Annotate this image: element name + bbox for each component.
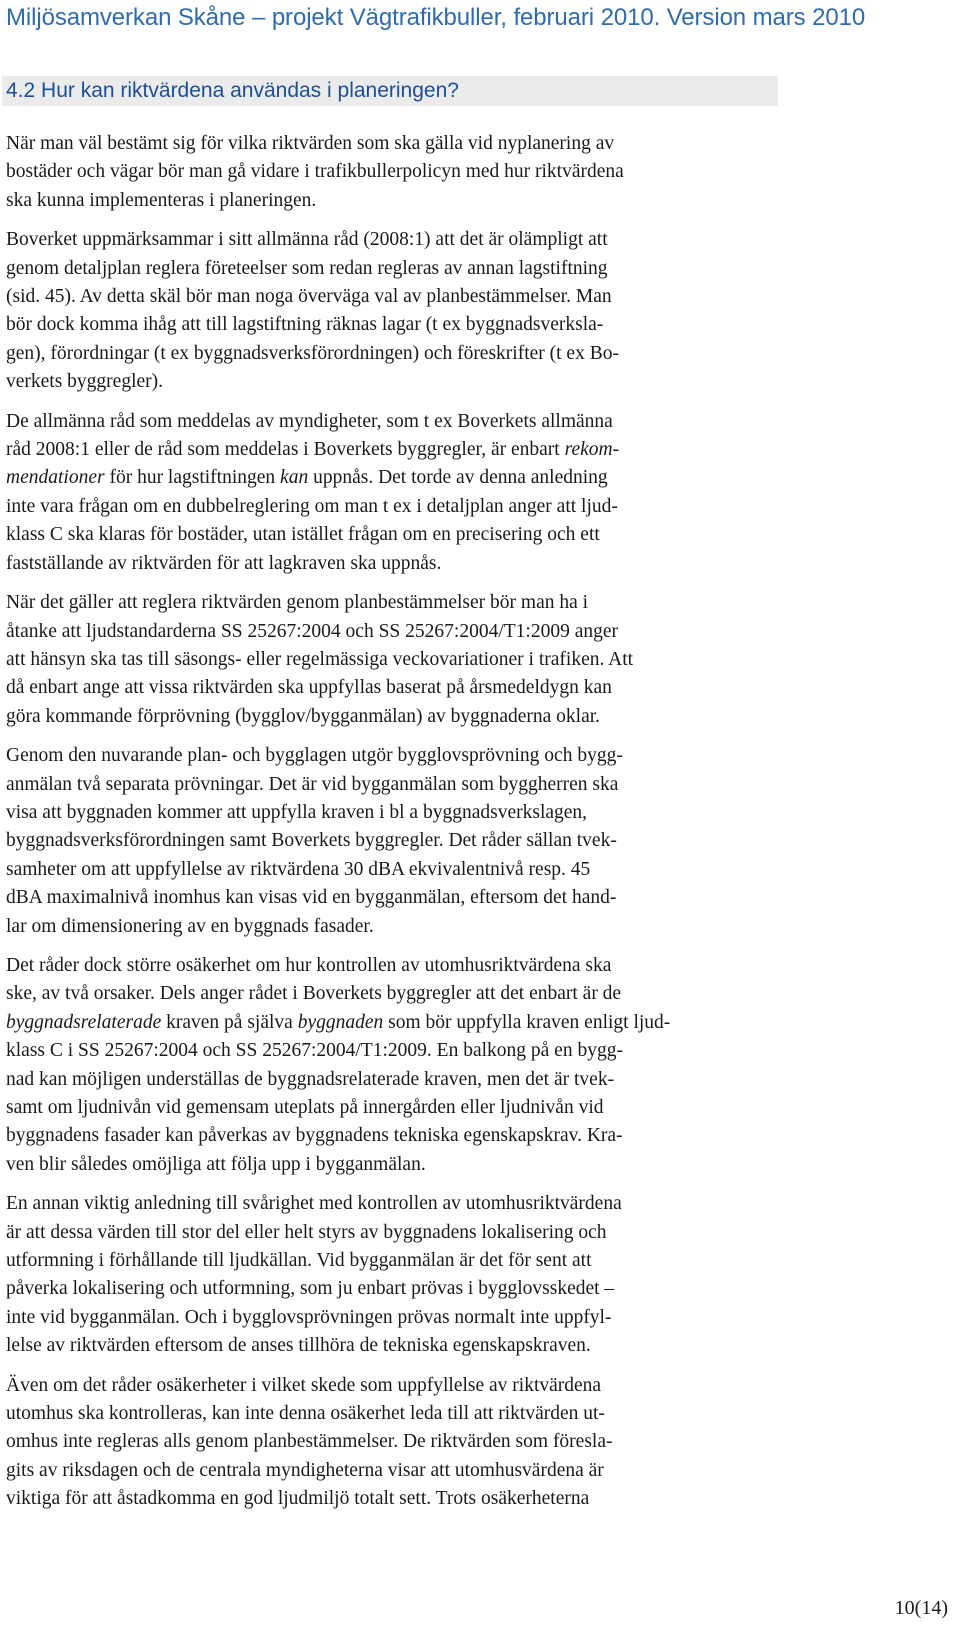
text-line: fastställande av riktvärden för att lagkraven ska uppnås.: [6, 552, 442, 574]
paragraph-5: [6, 742, 780, 941]
text-line: lar om dimensionering av en byggnads fasader.: [6, 915, 374, 937]
text-line: utformning i förhållande till ljudkällan. Vid bygganmälan är det för sent att: [6, 1250, 592, 1272]
italic-term: byggnadsrelaterade: [6, 1011, 162, 1033]
text-line: samt om ljudnivån vid gemensam uteplats på innergården eller ljudnivån vid: [6, 1097, 604, 1118]
text-run: som bör uppfylla kraven enligt ljud-: [383, 1011, 671, 1033]
text-line: [6, 436, 780, 464]
italic-term: rekom-: [564, 439, 620, 461]
text-run: råd 2008:1 eller de råd som meddelas i Boverkets byggregler, är enbart: [6, 439, 565, 461]
text-line: Även om det råder osäkerheter i vilket skede som uppfyllelse av riktvärdena: [6, 1374, 602, 1396]
text-run: kraven på själva: [161, 1011, 298, 1033]
paragraph-1: [6, 130, 780, 215]
text-line: ske, av två orsaker. Dels anger rådet i Boverkets byggregler att det enbart är de: [6, 983, 622, 1005]
text-line: anmälan två separata prövningar. Det är vid bygganmälan som byggherren ska: [6, 773, 619, 795]
text-line: byggnadens fasader kan påverkas av byggnadens tekniska egenskapskrav. Kra-: [6, 1125, 623, 1147]
text-line: då enbart ange att vissa riktvärden ska uppfyllas baserat på årsmedeldygn kan: [6, 677, 612, 699]
text-line: [6, 1009, 780, 1037]
italic-term: kan: [280, 467, 309, 489]
text-line: byggnadsverksförordningen samt Boverkets byggregler. Det råder sällan tvek-: [6, 830, 617, 852]
text-run: för hur lagstiftningen: [104, 467, 281, 489]
text-line: samheter om att uppfyllelse av riktvärdena 30 dBA ekvivalentnivå resp. 45: [6, 858, 591, 880]
text-line: Genom den nuvarande plan- och bygglagen utgör bygglovsprövning och bygg-: [6, 745, 623, 767]
text-line: visa att byggnaden kommer att uppfylla kraven i bl a byggnadsverkslagen,: [6, 801, 588, 823]
paragraph-7: [6, 1190, 780, 1360]
text-line: genom detaljplan reglera företeelser som redan regleras av annan lagstiftning: [6, 257, 608, 279]
text-line: [6, 464, 780, 492]
section-heading: 4.2 Hur kan riktvärdena användas i planeringen?: [2, 76, 778, 106]
text-line: När det gäller att reglera riktvärden genom planbestämmelser bör man ha i: [6, 592, 589, 614]
text-line: verkets byggregler).: [6, 371, 164, 393]
text-line: viktiga för att åstadkomma en god ljudmiljö totalt sett. Trots osäkerheterna: [6, 1488, 590, 1510]
paragraph-4: [6, 589, 780, 731]
text-line: bör dock komma ihåg att till lagstiftning räknas lagar (t ex byggnadsverksla-: [6, 314, 604, 336]
text-line: ska kunna implementeras i planeringen.: [6, 189, 317, 211]
text-line: påverka lokalisering och utformning, som ju enbart prövas i bygglovsskedet –: [6, 1278, 615, 1300]
text-line: omhus inte regleras alls genom planbestämmelser. De riktvärden som föresla-: [6, 1431, 613, 1453]
text-line: klass C i SS 25267:2004 och SS 25267:2004/T1:2009. En balkong på en bygg-: [6, 1040, 623, 1062]
paragraph-6: [6, 952, 780, 1179]
text-line: bostäder och vägar bör man gå vidare i trafikbullerpolicyn med hur riktvärdena: [6, 161, 624, 183]
text-line: göra kommande förprövning (bygglov/bygganmälan) av byggnaderna oklar.: [6, 705, 601, 727]
text-line: Det råder dock större osäkerhet om hur kontrollen av utomhusriktvärdena ska: [6, 954, 612, 976]
body-text: [6, 130, 780, 1525]
text-line: åtanke att ljudstandarderna SS 25267:2004 och SS 25267:2004/T1:2009 anger: [6, 620, 618, 642]
text-line: gits av riksdagen och de centrala myndigheterna visar att utomhusvärdena är: [6, 1459, 604, 1481]
text-line: lelse av riktvärden eftersom de anses tillhöra de tekniska egenskapskraven.: [6, 1335, 591, 1357]
text-line: nad kan möjligen underställas de byggnadsrelaterade kraven, men det är tvek-: [6, 1068, 615, 1090]
paragraph-3: [6, 408, 780, 578]
text-line: klass C ska klaras för bostäder, utan istället frågan om en precisering och ett: [6, 524, 600, 546]
paragraph-8: [6, 1372, 780, 1514]
text-line: utomhus ska kontrolleras, kan inte denna osäkerhet leda till att riktvärden ut-: [6, 1403, 605, 1425]
page-number: 10(14): [894, 1597, 948, 1619]
text-line: inte vara frågan om en dubbelreglering om man t ex i detaljplan anger att ljud-: [6, 495, 618, 517]
running-header: Miljösamverkan Skåne – projekt Vägtrafikbuller, februari 2010. Version mars 2010: [6, 4, 866, 31]
text-line: dBA maximalnivå inomhus kan visas vid en bygganmälan, eftersom det hand-: [6, 887, 617, 909]
text-line: (sid. 45). Av detta skäl bör man noga överväga val av planbestämmelser. Man: [6, 286, 612, 308]
text-line: ven blir således omöjliga att följa upp i bygganmälan.: [6, 1153, 426, 1175]
italic-term: byggnaden: [297, 1011, 384, 1033]
text-run: uppnås. Det torde av denna anledning: [308, 467, 608, 489]
text-line: När man väl bestämt sig för vilka riktvärden som ska gälla vid nyplanering av: [6, 133, 615, 154]
text-line: En annan viktig anledning till svårighet med kontrollen av utomhusriktvärdena: [6, 1193, 622, 1215]
text-line: är att dessa värden till stor del eller helt styrs av byggnadens lokalisering och: [6, 1221, 607, 1243]
italic-term: mendationer: [6, 467, 105, 489]
text-line: De allmänna råd som meddelas av myndigheter, som t ex Boverkets allmänna: [6, 410, 613, 432]
text-line: inte vid bygganmälan. Och i bygglovsprövningen prövas normalt inte uppfyl-: [6, 1306, 612, 1328]
text-line: att hänsyn ska tas till säsongs- eller regelmässiga veckovariationer i trafiken. Att: [6, 648, 634, 670]
text-line: Boverket uppmärksammar i sitt allmänna råd (2008:1) att det är olämpligt att: [6, 229, 608, 251]
text-line: gen), förordningar (t ex byggnadsverksförordningen) och föreskrifter (t ex Bo-: [6, 342, 619, 364]
paragraph-2: [6, 226, 780, 396]
